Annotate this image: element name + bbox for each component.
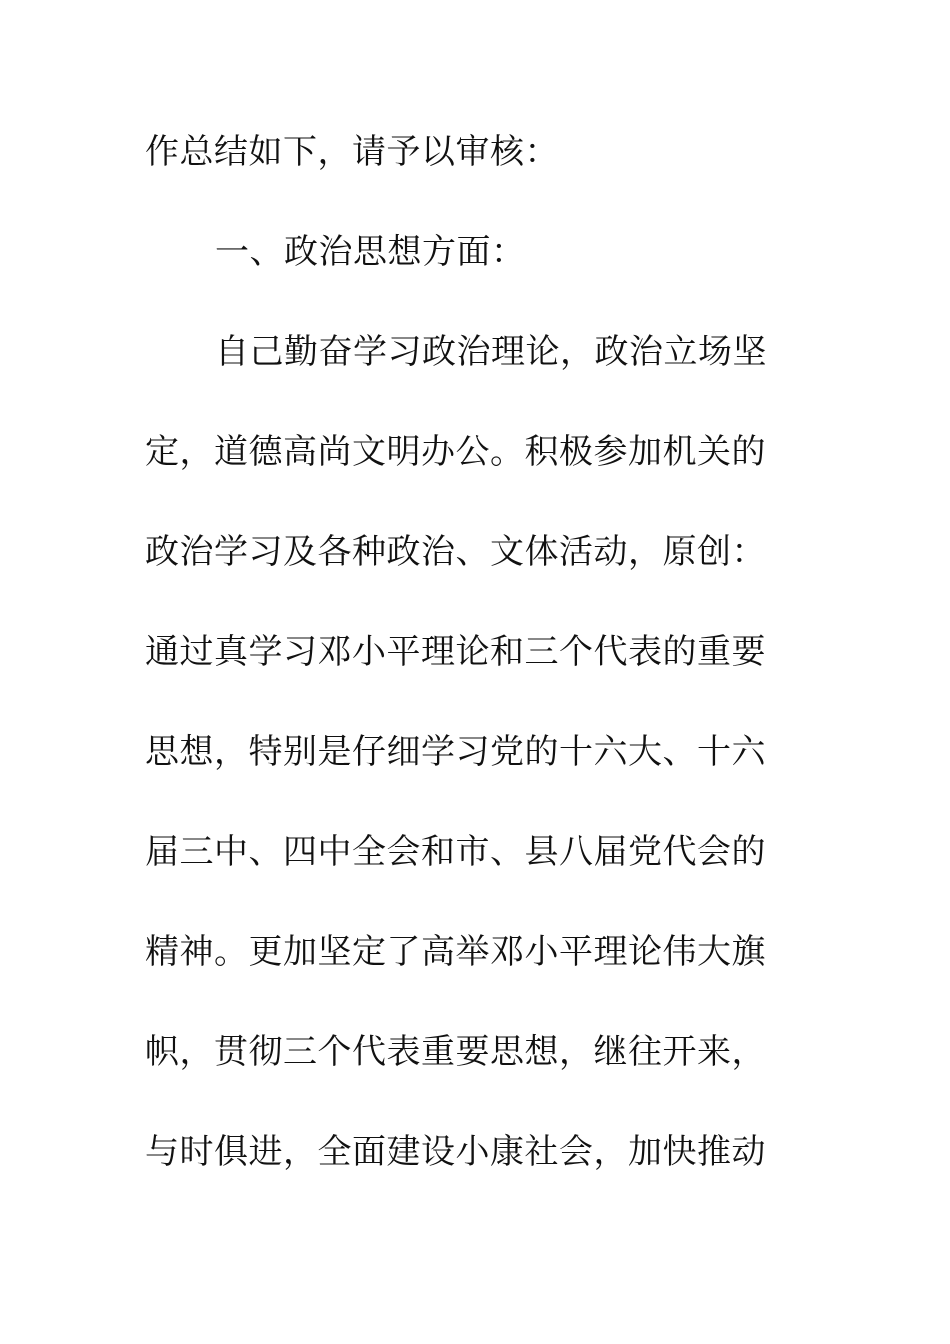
- text-line-8: 届三中、四中全会和市、县八届党代会的: [145, 832, 766, 872]
- text-line-4: 定，道德高尚文明办公。积极参加机关的: [145, 432, 766, 472]
- paragraph-first-line: 自己勤奋学习政治理论，政治立场坚: [215, 332, 767, 372]
- text-line-6: 通过真学习邓小平理论和三个代表的重要: [145, 632, 766, 672]
- text-line-1: 作总结如下，请予以审核：: [145, 132, 559, 172]
- body-text: [145, 122, 785, 1222]
- text-line-9: 精神。更加坚定了高举邓小平理论伟大旗: [145, 932, 766, 972]
- section-heading: 一、政治思想方面：: [215, 232, 526, 272]
- text-line-5: 政治学习及各种政治、文体活动，原创：: [145, 532, 766, 572]
- text-line-7: 思想，特别是仔细学习党的十六大、十六: [145, 732, 766, 772]
- text-line-10: 帜，贯彻三个代表重要思想，继往开来，: [145, 1032, 766, 1072]
- text-line-11: 与时俱进，全面建设小康社会，加快推动: [145, 1132, 766, 1172]
